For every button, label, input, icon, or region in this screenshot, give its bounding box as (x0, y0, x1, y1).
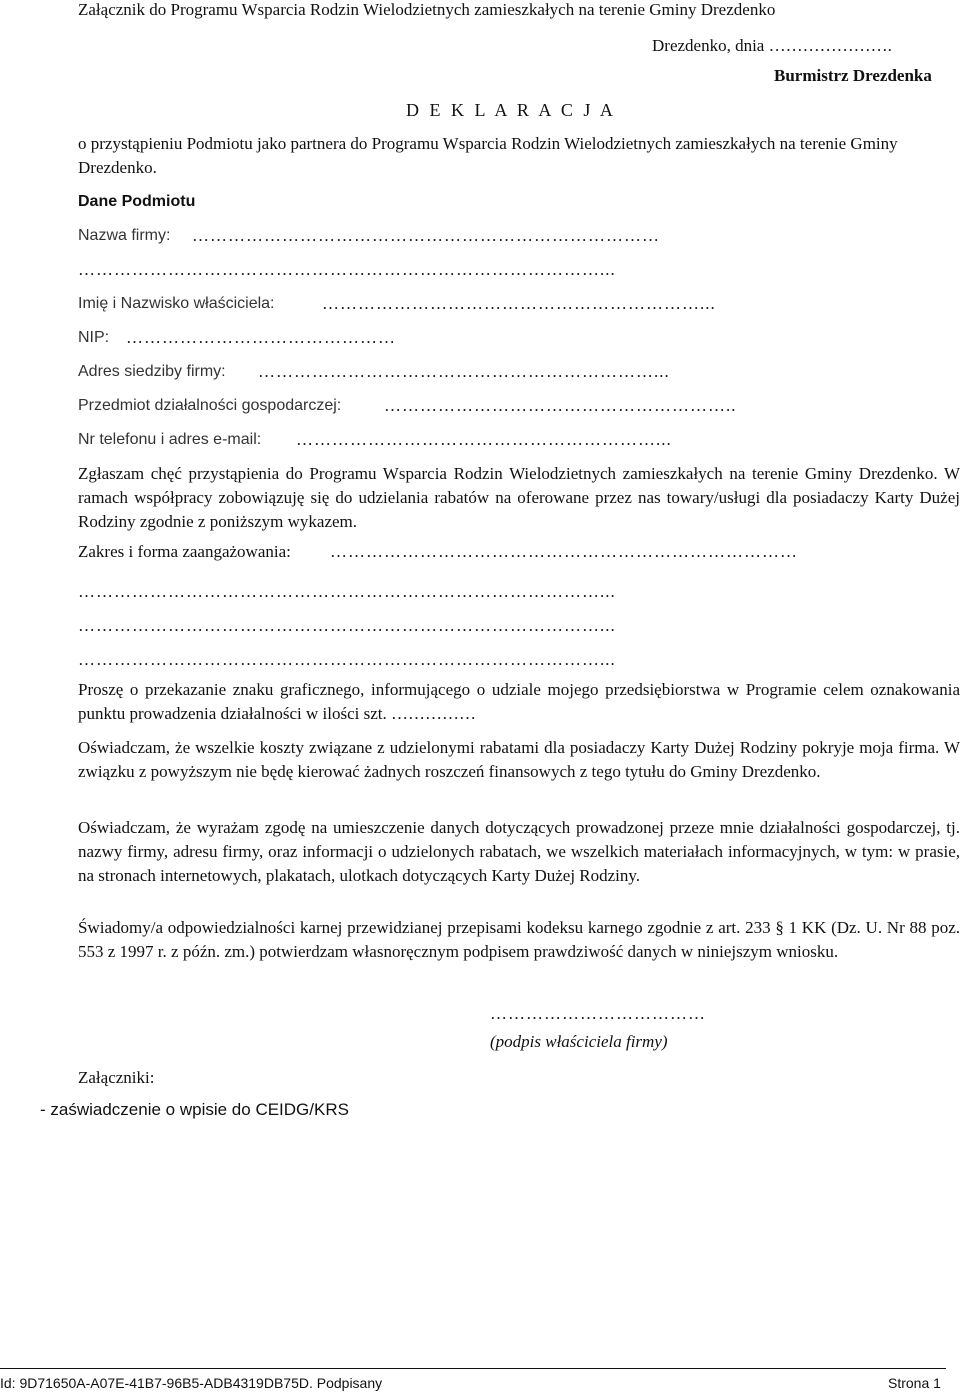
field-contact-label: Nr telefonu i adres e-mail: (78, 431, 262, 448)
field-company-name-dots[interactable]: …………………………………………………………………… (192, 226, 660, 245)
field-address-dots[interactable]: …………………………………………………………... (258, 362, 670, 381)
field-address-label: Adres siedziby firmy: (78, 363, 226, 380)
field-nip-dots[interactable]: ……………………………………… (126, 328, 396, 347)
field-business-dots[interactable]: ………………………………………………….. (384, 396, 737, 415)
declaration-subtitle: o przystąpieniu Podmiotu jako partnera do Programu Wsparcia Rodzin Wielodzietnych zamieszkałych na terenie Gminy Drezdenko. (78, 134, 898, 177)
consent-statement: Oświadczam, że wyrażam zgodę na umieszczenie danych dotyczących prowadzonej przeze mnie działalności gospodarczej, tj. nazwy firmy, adresu firmy, oraz informacji o udzielonych rabatach, we wszelkich materiałach informacyjnych, w tym: w prasie, na stronach internetowych, plakatach, ulotkach dotyczących Karty Dużej Rodziny. (78, 818, 960, 885)
declaration-title: D E K L A R A C J A (406, 100, 616, 120)
section-title-entity: Dane Podmiotu (78, 193, 196, 210)
field-owner-dots[interactable]: ………………………………………………………... (322, 294, 716, 313)
liability-statement: Świadomy/a odpowiedzialności karnej przewidzianej przepisami kodeksu karnego zgodnie z art. 233 § 1 KK (Dz. U. Nr 88 poz. 553 z 1997 r. z późn. zm.) potwierdzam własnoręcznym podpisem prawdziwość danych w niniejszym wniosku. (78, 918, 960, 961)
scope-dots-3[interactable]: ……………………………………………………………………………... (78, 616, 616, 635)
attachments-item: - zaświadczenie o wpisie do CEIDG/KRS (40, 1100, 349, 1119)
attachments-label: Załączniki: (78, 1068, 155, 1087)
field-company-name-dots-2[interactable]: ……………………………………………………………………………... (78, 260, 616, 279)
scope-label: Zakres i forma zaangażowania: (78, 542, 291, 561)
scope-dots-4[interactable]: ……………………………………………………………………………... (78, 650, 616, 669)
costs-statement: Oświadczam, że wszelkie koszty związane z udzielonymi rabatami dla posiadaczy Karty Dużej Rodziny pokryje moja firma. W związku z powyższym nie będę kierować żadnych roszczeń finansowych z tego tytułu do Gminy Drezdenko. (78, 738, 960, 781)
field-owner-label: Imię i Nazwisko właściciela: (78, 295, 275, 312)
join-statement: Zgłaszam chęć przystąpienia do Programu Wsparcia Rodzin Wielodzietnych zamieszkałych na terenie Gminy Drezdenko. W ramach współpracy zobowiązuję się do udzielania rabatów na oferowane przez nas towary/usługi dla posiadaczy Karty Dużej Rodziny zgodnie z poniższym wykazem. (78, 464, 960, 531)
scope-dots-1[interactable]: …………………………………………………………………… (330, 542, 798, 561)
field-company-name-label: Nazwa firmy: (78, 227, 171, 244)
field-nip-label: NIP: (78, 329, 110, 346)
date-line: Drezdenko, dnia …………………. (652, 36, 892, 55)
footer-id: Id: 9D71650A-A07E-41B7-96B5-ADB4319DB75D. Podpisany (0, 1375, 383, 1391)
field-contact-dots[interactable]: ……………………………………………………... (296, 430, 672, 449)
annex-title: Załącznik do Programu Wsparcia Rodzin Wielodzietnych zamieszkałych na terenie Gminy Drezdenko (78, 0, 776, 19)
logo-request: Proszę o przekazanie znaku graficznego, informującego o udziale mojego przedsiębiorstwa w Programie celem oznakowania punktu prowadzenia działalności w ilości szt. …………… (78, 680, 960, 723)
signature-dots[interactable]: ……………………………… (490, 1004, 706, 1023)
addressee: Burmistrz Drezdenka (774, 66, 932, 85)
signature-caption: (podpis właściciela firmy) (490, 1032, 668, 1051)
scope-dots-2[interactable]: ……………………………………………………………………………... (78, 582, 616, 601)
field-business-label: Przedmiot działalności gospodarczej: (78, 397, 342, 414)
footer-divider (0, 1368, 946, 1369)
footer-page-number: Strona 1 (888, 1375, 941, 1391)
